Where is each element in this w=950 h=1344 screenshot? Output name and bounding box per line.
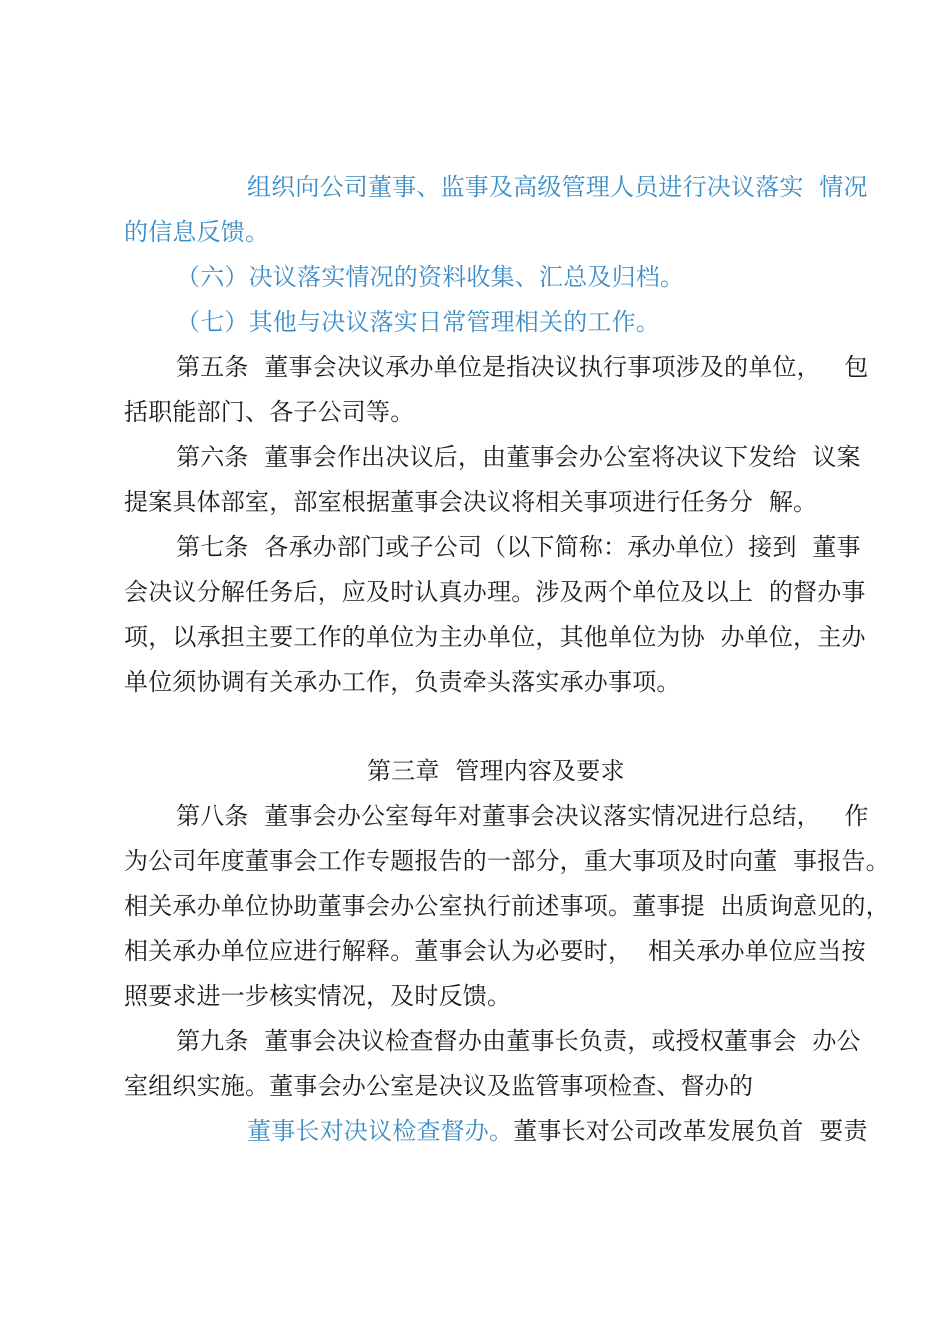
article-6-line: 提案具体部室，部室根据董事会决议将相关事项进行任务分 解。 — [124, 488, 818, 516]
article-7-line: 单位须协调有关承办工作，负责牵头落实承办事项。 — [124, 668, 681, 696]
article-7-line: 第七条 各承办部门或子公司（以下简称：承办单位）接到 董事 — [176, 533, 861, 561]
article-8-line: 第八条 董事会办公室每年对董事会决议落实情况进行总结， 作 — [176, 802, 869, 830]
article-5-line: 第五条 董事会决议承办单位是指决议执行事项涉及的单位， 包 — [176, 353, 869, 381]
text-line — [247, 1116, 868, 1146]
article-6-line: 第六条 董事会作出决议后，由董事会办公室将决议下发给 议案 — [176, 443, 861, 471]
article-8-line: 相关承办单位协助董事会办公室执行前述事项。董事提 出质询意见的， — [124, 892, 890, 920]
list-item: （七）其他与决议落实日常管理相关的工作。 — [176, 308, 660, 336]
article-7-line: 会决议分解任务后，应及时认真办理。涉及两个单位及以上 的督办事 — [124, 578, 866, 606]
article-9-line: 第九条 董事会决议检查督办由董事长负责，或授权董事会 办公 — [176, 1027, 861, 1055]
article-8-line: 相关承办单位应进行解释。董事会认为必要时， 相关承办单位应当按 — [124, 937, 866, 965]
chapter-heading: 第三章 管理内容及要求 — [367, 757, 625, 785]
list-item: （六）决议落实情况的资料收集、汇总及归档。 — [176, 263, 685, 291]
article-8-line: 照要求进一步核实情况，及时反馈。 — [124, 982, 512, 1010]
article-8-line: 为公司年度董事会工作专题报告的一部分，重大事项及时向董 事报告。 — [124, 847, 890, 875]
article-7-line: 项，以承担主要工作的单位为主办单位，其他单位为协 办单位，主办 — [124, 623, 866, 651]
article-5-line: 括职能部门、各子公司等。 — [124, 398, 415, 426]
highlighted-text: 董事长对决议检查督办。 — [247, 1117, 514, 1145]
text-line: 的信息反馈。 — [124, 218, 270, 246]
article-9-line: 室组织实施。董事会办公室是决议及监管事项检查、督办的 — [124, 1072, 754, 1100]
text-span: 董事长对公司改革发展负首 要责 — [513, 1117, 868, 1145]
text-line: 组织向公司董事、监事及高级管理人员进行决议落实 情况 — [247, 173, 868, 201]
